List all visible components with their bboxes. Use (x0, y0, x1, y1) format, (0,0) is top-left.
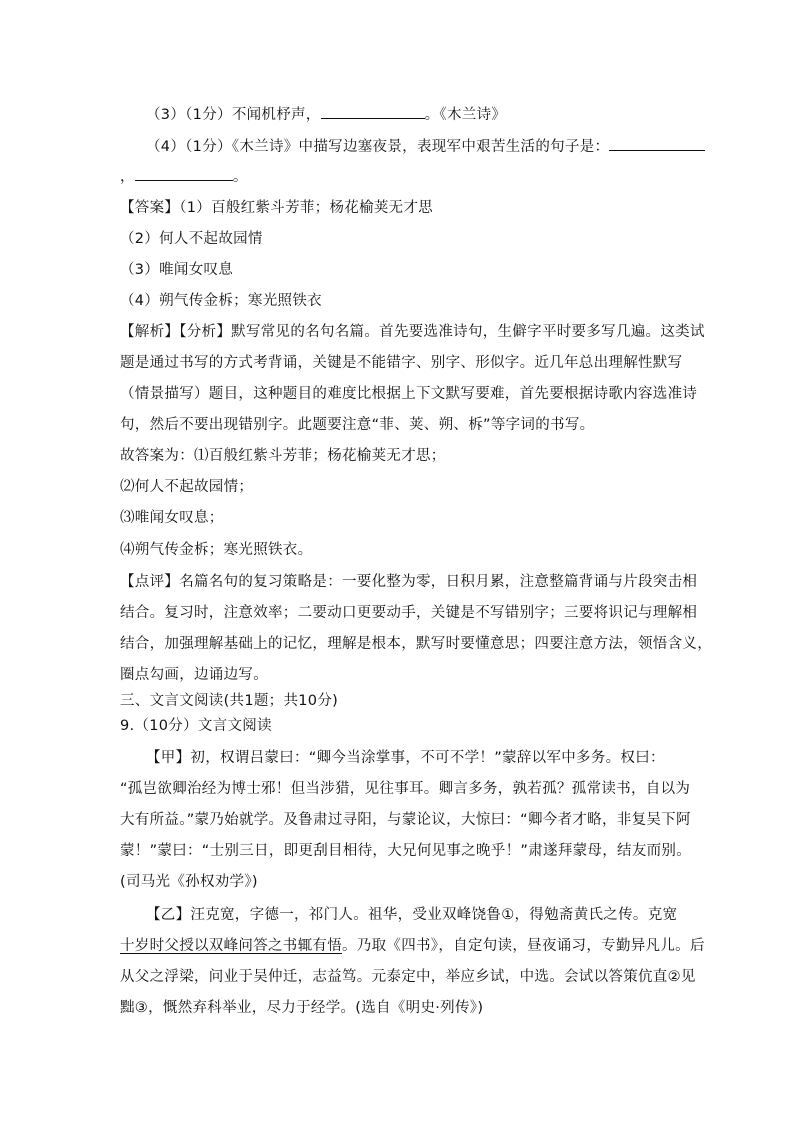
underlined-sentence: 十岁时父授以双峰问答之书辄有悟 (120, 938, 342, 954)
comment-text-2: 结合。复习时，注意效率；二要动口更要动手，关键是不写错别字；三要将识记与理解相 (120, 605, 698, 621)
answer-blank (135, 166, 233, 181)
question-4-continuation (120, 166, 248, 187)
question-3-number: （3）（1分） (146, 107, 232, 123)
passage-jia-source: (司马光《孙权劝学》) (120, 874, 258, 890)
analysis-answer-1: 故答案为：⑴百般红紫斗芳菲；杨花榆荚无才思； (120, 448, 446, 464)
answer-blank (321, 104, 425, 119)
answer-tag: 【答案】 (120, 200, 180, 216)
comment-text-1: 名篇名句的复习策略是：一要化整为零，日积月累，注意整篇背诵与片段突击相 (179, 574, 698, 590)
question-3 (146, 104, 506, 125)
analysis-text-2: 题是通过书写的方式考背诵，关键是不能错字、别字、形似字。近几年总出理解性默写 (120, 355, 683, 371)
passage-yi-2 (120, 936, 705, 956)
passage-jia-4: 蒙！”蒙曰：“士别三日，即更刮目相待，大兄何见事之晚乎！”肃遂拜蒙母，结友而别。 (120, 843, 692, 859)
passage-yi-1: 【乙】汪克宽，字德一，祁门人。祖华，受业双峰饶鲁①，得勉斋黄氏之传。克宽 (146, 907, 678, 923)
analysis-tag: 【解析】【分析】 (120, 324, 232, 340)
analysis-line-1 (120, 322, 705, 342)
answer-4: （4）朔气传金柝；寒光照铁衣 (120, 293, 322, 309)
question-4-number: （4）（1分） (146, 139, 232, 155)
analysis-text-3: （情景描写）题目，这种题目的难度比根据上下文默写要难，首先要根据诗歌内容选准诗 (120, 386, 698, 402)
question-4 (146, 136, 705, 157)
analysis-text-1: 默写常见的名句名篇。首先要选准诗句，生僻字平时要多写几遍。这类试 (231, 324, 705, 340)
passage-yi-2-rest: 。乃取《四书》，自定句读，昼夜诵习，专勤异凡儿。后 (342, 938, 705, 954)
answer-blank (609, 136, 705, 151)
comment-text-4: 圈点勾画，边诵边写。 (120, 667, 268, 683)
answer-line-1 (120, 198, 433, 218)
passage-jia-1: 【甲】初，权谓吕蒙曰：“卿今当涂掌事，不可不学！”蒙辞以军中多务。权曰： (146, 750, 665, 766)
analysis-answer-3: ⑶唯闻女叹息； (120, 510, 224, 526)
answer-3: （3）唯闻女叹息 (120, 262, 234, 278)
comment-text-3: 结合，加强理解基础上的记忆，理解是根本，默写时要懂意思；四要注意方法，领悟含义， (120, 636, 712, 652)
passage-jia-2: “孤岂欲卿治经为博士邪！但当涉猎，见往事耳。卿言多务，孰若孤？孤常读书，自以为 (120, 781, 691, 797)
section-heading: 三、文言文阅读(共1题；共10分) (120, 693, 339, 709)
question-3-text: 不闻机杼声， (231, 107, 321, 123)
answer-2: （2）何人不起故园情 (120, 231, 263, 247)
passage-yi-3: 从父之浮梁，问业于吴仲迁，志益笃。元泰定中，举应乡试，中选。会试以答策伉直②见 (120, 969, 696, 985)
question-4-text: 《木兰诗》中描写边塞夜景，表现军中艰苦生活的句子是： (231, 139, 610, 155)
comment-line-1 (120, 572, 697, 592)
analysis-answer-2: ⑵何人不起故园情； (120, 479, 254, 495)
passage-jia-3: 大有所益。”蒙乃始就学。及鲁肃过寻阳，与蒙论议，大惊曰：“卿今者才略，非复吴下阿 (120, 812, 691, 828)
question-3-source: 。《木兰诗》 (424, 107, 507, 123)
passage-yi-4: 黜③，慨然弃科举业，尽力于经学。(选自《明史·列传》) (120, 1000, 484, 1016)
question-9-title: 9.（10分）文言文阅读 (120, 718, 272, 734)
question-4-end: 。 (232, 169, 248, 185)
analysis-text-4: 句，然后不要出现错别字。此题要注意“菲、荚、朔、柝”等字词的书写。 (120, 417, 595, 433)
answer-1: （1）百般红紫斗芳菲；杨花榆荚无才思 (179, 200, 434, 216)
comment-tag: 【点评】 (120, 574, 180, 590)
analysis-answer-4: ⑷朔气传金柝；寒光照铁衣。 (120, 542, 313, 558)
question-4-comma: ， (120, 169, 135, 185)
